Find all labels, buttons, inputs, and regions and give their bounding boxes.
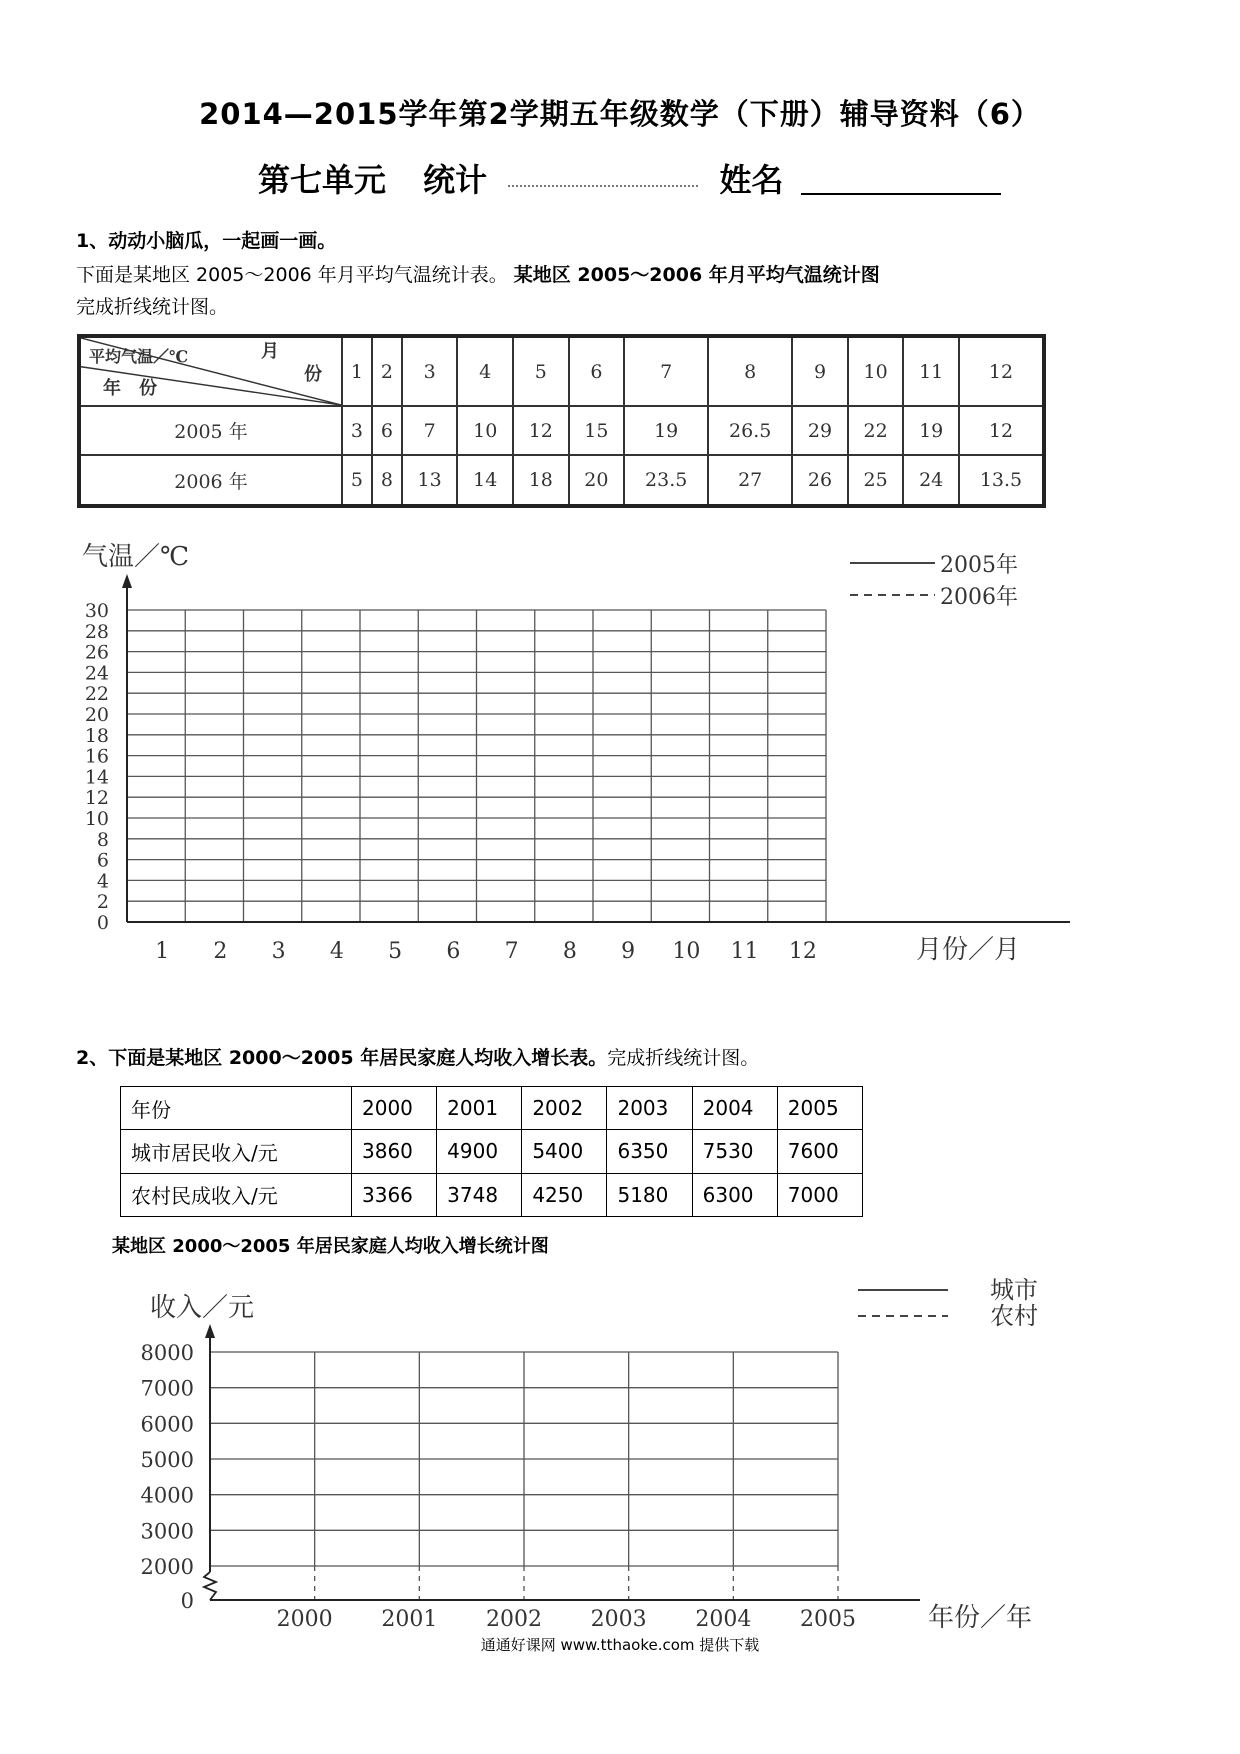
month-header-cell: 8 <box>708 336 792 406</box>
chart2-title: 某地区 2000～2005 年居民家庭人均收入增长统计图 <box>112 1236 549 1257</box>
month-header-cell: 9 <box>792 336 848 406</box>
chart2-x-tick-label: 2003 <box>590 1607 647 1632</box>
income-cell: 4250 <box>522 1173 607 1216</box>
month-header-cell: 12 <box>959 336 1044 406</box>
chart2-y-ticks <box>141 1341 194 1613</box>
temp-cell: 26 <box>792 455 848 506</box>
temp-cell: 12 <box>513 406 569 455</box>
income-header-cell: 2002 <box>522 1087 607 1130</box>
income-cell: 7000 <box>777 1173 862 1216</box>
temp-cell: 29 <box>792 406 848 455</box>
temp-cell: 15 <box>569 406 625 455</box>
month-header-cell: 6 <box>569 336 625 406</box>
footer-credit: 通通好课网 www.tthaoke.com 提供下载 <box>480 1636 760 1654</box>
income-header-cell: 年份 <box>121 1087 352 1130</box>
income-cell: 3748 <box>437 1173 522 1216</box>
month-header-cell: 3 <box>402 336 458 406</box>
income-cell: 5180 <box>607 1173 692 1216</box>
table-corner-cell <box>79 336 342 406</box>
temp-cell: 8 <box>372 455 402 506</box>
income-line-chart[interactable] <box>0 1270 1240 1640</box>
month-header-cell: 7 <box>624 336 708 406</box>
temp-cell: 19 <box>624 406 708 455</box>
chart1-ylabel: 气温／℃ <box>82 542 190 572</box>
income-header-cell: 2005 <box>777 1087 862 1130</box>
question1-heading: 1、动动小脑瓜，一起画一画。 <box>76 230 337 252</box>
chart2-y-tick-label: 8000 <box>140 1341 194 1365</box>
row-label-2006: 2006 年 <box>79 455 342 506</box>
chart1-y-tick-label: 12 <box>84 787 109 810</box>
chart2-xlabel: 年份／年 <box>928 1603 1033 1633</box>
chart2-y-tick-label: 6000 <box>140 1412 194 1437</box>
corner-label-year: 年 份 <box>103 378 157 399</box>
page-title: 2014—2015学年第2学期五年级数学（下册）辅导资料（6） <box>199 97 1041 131</box>
income-table <box>120 1086 863 1217</box>
temp-cell: 27 <box>708 455 792 506</box>
chart2-y-tick-label: 3000 <box>140 1519 194 1544</box>
legend-label-2006: 2006年 <box>940 585 1018 610</box>
chart1-x-tick-label: 1 <box>155 939 170 964</box>
chart2-grid <box>204 1324 920 1600</box>
month-header-cell: 2 <box>372 336 402 406</box>
chart2-x-tick-label: 2002 <box>486 1607 542 1632</box>
income-header-cell: 2003 <box>607 1087 692 1130</box>
temp-cell: 22 <box>848 406 904 455</box>
temp-cell: 26.5 <box>708 406 792 455</box>
chart2-y-tick-label: 7000 <box>140 1376 194 1401</box>
question1-line1 <box>76 260 880 287</box>
income-row-label: 城市居民收入/元 <box>121 1130 352 1173</box>
chart1-x-tick-label: 6 <box>446 939 461 964</box>
question2-heading-tail: 完成折线统计图。 <box>607 1047 760 1069</box>
chart2-y-tick-label: 4000 <box>140 1483 194 1508</box>
chart1-y-tick-label: 22 <box>84 683 109 706</box>
chart1-y-ticks <box>85 600 109 934</box>
temp-cell: 10 <box>457 406 513 455</box>
chart1-y-axis-arrow <box>122 574 132 588</box>
chart1-x-tick-label: 5 <box>388 939 403 964</box>
temp-cell: 20 <box>569 455 625 506</box>
income-cell: 3860 <box>352 1130 437 1173</box>
chart1-y-tick-label: 30 <box>84 600 109 622</box>
topic-label: 统计 <box>423 161 488 199</box>
income-row-label: 农村民成收入/元 <box>121 1173 352 1216</box>
income-header-cell: 2004 <box>692 1087 777 1130</box>
chart1-x-tick-label: 9 <box>621 939 636 964</box>
chart1-x-tick-label: 3 <box>271 939 286 964</box>
temp-cell: 24 <box>903 455 959 506</box>
temp-cell: 3 <box>342 406 372 455</box>
chart1-x-tick-label: 8 <box>562 939 577 964</box>
chart1-y-tick-label: 0 <box>96 912 109 934</box>
chart2-x-tick-label: 2001 <box>381 1607 438 1632</box>
temp-cell: 12 <box>959 406 1044 455</box>
question2-heading <box>76 1043 759 1070</box>
chart1-x-tick-label: 2 <box>213 939 228 964</box>
chart1-x-tick-label: 4 <box>329 939 344 964</box>
chart1-x-tick-label: 11 <box>730 939 759 964</box>
name-blank-line[interactable] <box>801 193 1001 195</box>
temp-cell: 18 <box>513 455 569 506</box>
chart1-y-tick-label: 2 <box>96 891 109 914</box>
chart2-y-tick-label: 2000 <box>140 1555 194 1579</box>
income-cell: 6300 <box>692 1173 777 1216</box>
temperature-table <box>77 334 1046 508</box>
income-cell: 5400 <box>522 1130 607 1173</box>
chart1-y-tick-label: 8 <box>96 828 109 851</box>
chart1-y-tick-label: 28 <box>84 620 109 643</box>
temp-cell: 13 <box>402 455 458 506</box>
corner-label-month-top: 月 <box>261 341 279 362</box>
chart1-y-tick-label: 24 <box>84 662 109 685</box>
income-cell: 3366 <box>352 1173 437 1216</box>
income-cell: 7530 <box>692 1130 777 1173</box>
income-cell: 4900 <box>437 1130 522 1173</box>
chart2-ylabel: 收入／元 <box>150 1293 255 1323</box>
chart1-xlabel: 月份／月 <box>916 935 1021 965</box>
temp-cell: 23.5 <box>624 455 708 506</box>
question1-line2: 完成折线统计图。 <box>76 296 229 318</box>
month-header-cell: 10 <box>848 336 904 406</box>
temp-cell: 13.5 <box>959 455 1044 506</box>
chart1-title: 某地区 2005～2006 年月平均气温统计图 <box>513 264 880 286</box>
question2-heading-bold: 2、下面是某地区 2000～2005 年居民家庭人均收入增长表。 <box>76 1047 608 1069</box>
legend-label-city: 城市 <box>990 1276 1038 1304</box>
chart1-y-tick-label: 14 <box>84 766 109 789</box>
chart2-x-tick-label: 2000 <box>276 1607 333 1632</box>
chart1-y-tick-label: 20 <box>84 704 109 726</box>
name-label: 姓名 <box>719 161 784 199</box>
chart1-x-tick-label: 7 <box>504 939 519 964</box>
chart1-y-tick-label: 16 <box>84 745 109 768</box>
temp-cell: 7 <box>402 406 458 455</box>
chart2-y-axis-arrow <box>205 1324 215 1338</box>
chart2-x-ticks <box>277 1607 856 1632</box>
income-header-cell: 2001 <box>437 1087 522 1130</box>
income-cell: 7600 <box>777 1130 862 1173</box>
chart2-x-tick-label: 2005 <box>800 1607 856 1632</box>
chart1-grid <box>122 574 1070 922</box>
legend-label-rural: 农村 <box>990 1302 1038 1330</box>
temp-cell: 25 <box>848 455 904 506</box>
chart1-x-ticks <box>155 939 817 964</box>
unit-subtitle <box>258 155 1001 201</box>
chart1-y-tick-label: 6 <box>96 849 109 872</box>
income-header-cell: 2000 <box>352 1087 437 1130</box>
dotted-leader <box>508 185 698 187</box>
chart2-axis-break <box>204 1572 216 1600</box>
chart1-y-tick-label: 26 <box>84 641 109 664</box>
unit-label: 第七单元 <box>258 161 387 199</box>
income-cell: 6350 <box>607 1130 692 1173</box>
chart1-y-tick-label: 4 <box>96 870 109 893</box>
corner-label-temp: 平均气温／℃ <box>89 347 189 366</box>
month-header-cell: 1 <box>342 336 372 406</box>
chart1-y-tick-label: 10 <box>84 808 109 830</box>
chart2-x-tick-label: 2004 <box>695 1607 752 1632</box>
chart2-y-tick-label: 5000 <box>140 1448 194 1472</box>
legend-label-2005: 2005年 <box>940 553 1018 578</box>
month-header-cell: 5 <box>513 336 569 406</box>
temp-cell: 5 <box>342 455 372 506</box>
chart1-x-tick-label: 10 <box>672 939 701 964</box>
month-header-cell: 4 <box>457 336 513 406</box>
temp-cell: 14 <box>457 455 513 506</box>
row-label-2005: 2005 年 <box>79 406 342 455</box>
question1-intro: 下面是某地区 2005～2006 年月平均气温统计表。 <box>76 264 508 286</box>
chart1-legend <box>850 553 1018 610</box>
chart2-y-tick-label: 0 <box>180 1589 194 1613</box>
temperature-line-chart[interactable] <box>0 530 1240 970</box>
chart1-y-tick-label: 18 <box>84 724 109 747</box>
month-header-cell: 11 <box>903 336 959 406</box>
corner-label-month-bottom: 份 <box>304 364 322 385</box>
chart1-x-tick-label: 12 <box>788 939 817 964</box>
chart2-legend <box>858 1276 1038 1330</box>
temp-cell: 6 <box>372 406 402 455</box>
temp-cell: 19 <box>903 406 959 455</box>
